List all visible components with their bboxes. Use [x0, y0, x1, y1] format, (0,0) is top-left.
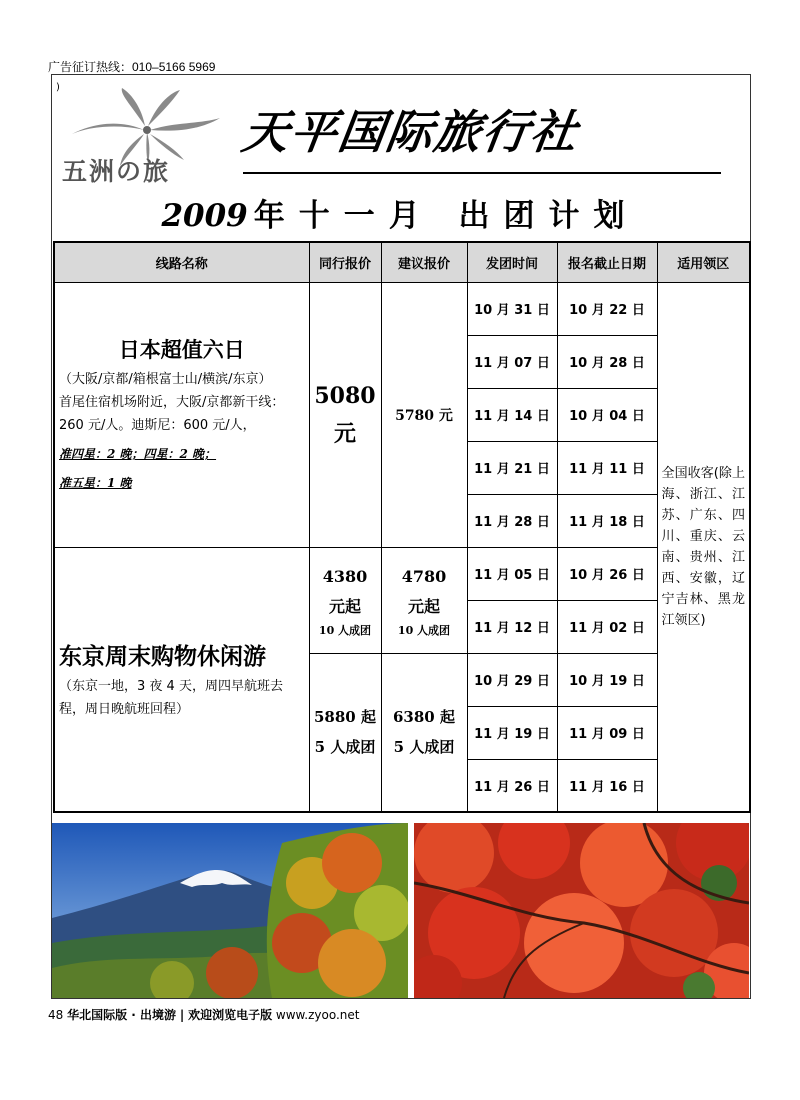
peer-price-cell-a: [309, 547, 381, 653]
company-name: 天平国际旅行社: [238, 105, 583, 159]
red-maple-photo: [414, 823, 749, 998]
footer-slogan: 欢迎浏览电子版: [188, 1008, 273, 1022]
peer-price-b: 5880 起: [314, 708, 376, 727]
header-peer-price: 同行报价: [309, 242, 381, 282]
header-route-name: 线路名称: [54, 242, 309, 282]
departure-date: 11 月 26 日: [467, 759, 557, 812]
route-notes: 首尾住宿机场附近，大阪/京都新干线：260 元/人。迪斯尼：600 元/人，: [59, 395, 285, 433]
page-footer: [48, 1006, 359, 1023]
departure-date: 11 月 14 日: [467, 388, 557, 441]
suggested-group-size-a: 10 人成团: [397, 624, 451, 637]
departure-date: 11 月 19 日: [467, 706, 557, 759]
peer-price-cell-b: [309, 653, 381, 812]
departure-date: 11 月 07 日: [467, 335, 557, 388]
peer-price-unit: 元: [333, 420, 356, 447]
signup-deadline: 11 月 09 日: [557, 706, 657, 759]
suggested-price: 5780 元: [381, 282, 467, 547]
table-header-row: [54, 242, 750, 282]
mount-fuji-photo: [52, 823, 408, 998]
edition-label: 华北国际版 · 出境游: [67, 1008, 177, 1022]
peer-price-a-unit: 元起: [328, 597, 361, 616]
suggested-price-cell-a: [381, 547, 467, 653]
signup-deadline: 10 月 19 日: [557, 653, 657, 706]
logo-text: 五洲の旅: [62, 157, 171, 186]
hotel-stars-line2: 准五星：1 晚: [59, 476, 132, 490]
peer-group-size-a: 10 人成团: [318, 624, 372, 637]
signup-deadline: 11 月 02 日: [557, 600, 657, 653]
peer-group-size-b: 5 人成团: [314, 738, 376, 757]
route-cities: （大阪/京都/箱根富士山/横滨/东京）: [59, 372, 272, 387]
signup-deadline: 11 月 11 日: [557, 441, 657, 494]
departure-date: 10 月 31 日: [467, 282, 557, 335]
departure-date: 11 月 12 日: [467, 600, 557, 653]
table-row: [54, 547, 750, 600]
route-description: （东京一地，3 夜 4 天，周四早航班去程，周日晚航班回程）: [59, 678, 283, 717]
route-japan-six-day: [54, 282, 309, 547]
applicable-region: 全国收客(除上海、浙江、江苏、广东、四川、重庆、云南、贵州、江西、安徽，辽宁吉林、黑龙江领区): [657, 282, 750, 812]
plan-title-text: 年十一月 出团计划: [253, 198, 639, 234]
departure-date: 11 月 05 日: [467, 547, 557, 600]
ad-hotline: 广告征订热线：010–5166 5969: [48, 60, 216, 74]
departure-date: 10 月 29 日: [467, 653, 557, 706]
header-suggested-price: 建议报价: [381, 242, 467, 282]
suggested-price-cell-b: [381, 653, 467, 812]
peer-price: 5080: [314, 382, 376, 409]
header-applicable-region: 适用领区: [657, 242, 750, 282]
footer-separator: |: [179, 1008, 185, 1022]
peer-price-cell: [309, 282, 381, 547]
route-title: 东京周末购物休闲游: [59, 642, 266, 670]
signup-deadline: 10 月 04 日: [557, 388, 657, 441]
table-row: [54, 282, 750, 335]
title-divider: [243, 172, 721, 174]
corner-mark: ): [56, 82, 60, 93]
signup-deadline: 11 月 18 日: [557, 494, 657, 547]
suggested-price-b: 6380 起: [393, 708, 455, 727]
hotel-stars-line1: 准四星：2 晚；四星：2 晚；: [59, 447, 217, 461]
plan-year: 2009: [161, 198, 248, 234]
departure-date: 11 月 28 日: [467, 494, 557, 547]
suggested-price-a: 4780: [401, 567, 447, 586]
suggested-price-a-unit: 元起: [407, 597, 440, 616]
signup-deadline: 10 月 22 日: [557, 282, 657, 335]
signup-deadline: 11 月 16 日: [557, 759, 657, 812]
page-number: 48: [48, 1008, 64, 1022]
header-departure-date: 发团时间: [467, 242, 557, 282]
signup-deadline: 10 月 26 日: [557, 547, 657, 600]
peer-price-a: 4380: [322, 567, 368, 586]
route-tokyo-weekend: [54, 547, 309, 812]
route-title: 日本超值六日: [118, 337, 245, 362]
plan-title: [0, 190, 800, 235]
tour-schedule-table: [53, 241, 751, 813]
header-signup-deadline: 报名截止日期: [557, 242, 657, 282]
departure-date: 11 月 21 日: [467, 441, 557, 494]
suggested-group-size-b: 5 人成团: [393, 738, 455, 757]
signup-deadline: 10 月 28 日: [557, 335, 657, 388]
website-link[interactable]: www.zyoo.net: [275, 1008, 360, 1022]
